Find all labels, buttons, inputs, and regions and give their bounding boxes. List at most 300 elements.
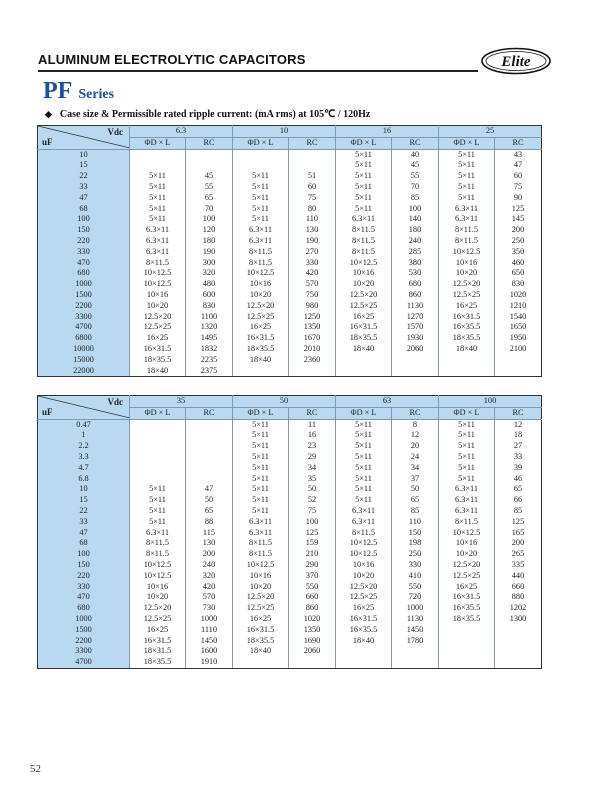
ripple-current-cell: 120 (186, 225, 233, 236)
case-size-cell: 5×11 (439, 419, 495, 430)
size-header: ΦD × L (233, 137, 289, 149)
capacitance-cell: 0.47 (38, 419, 130, 430)
case-size-cell: 5×11 (439, 160, 495, 171)
ripple-current-cell (186, 463, 233, 474)
ripple-current-cell: 320 (186, 268, 233, 279)
diamond-bullet-icon: ◆ (45, 109, 52, 119)
series-code: PF (43, 78, 73, 104)
ripple-current-cell (495, 355, 542, 366)
ripple-current-cell (392, 355, 439, 366)
rc-header: RC (392, 137, 439, 149)
uf-label: uF (42, 406, 53, 417)
ripple-current-cell: 420 (289, 268, 336, 279)
ripple-current-cell: 200 (495, 225, 542, 236)
ripple-current-cell (186, 452, 233, 463)
case-size-cell: 16×31.5 (336, 322, 392, 333)
ripple-current-cell: 830 (186, 301, 233, 312)
capacitance-cell: 22000 (38, 366, 130, 377)
case-size-cell: 5×11 (336, 495, 392, 506)
table-row (38, 268, 542, 279)
case-size-cell (130, 419, 186, 430)
case-size-cell: 10×20 (439, 549, 495, 560)
header-corner (38, 396, 130, 420)
voltage-header-row (38, 126, 542, 138)
capacitance-cell: 15000 (38, 355, 130, 366)
note-text: Case size & Permissible rated ripple current: (mA rms) at 105℃ / 120Hz (59, 109, 371, 120)
case-size-cell: 6.3×11 (130, 225, 186, 236)
ripple-current-cell: 43 (495, 149, 542, 160)
table-row (38, 636, 542, 647)
case-size-cell: 10×20 (439, 268, 495, 279)
ripple-current-cell: 65 (495, 484, 542, 495)
ripple-current-cell: 130 (289, 225, 336, 236)
case-size-cell: 12.5×25 (233, 603, 289, 614)
ripple-current-cell: 85 (392, 506, 439, 517)
ripple-current-cell: 240 (392, 236, 439, 247)
voltage-header: 35 (130, 396, 233, 408)
case-size-cell: 16×25 (336, 312, 392, 323)
case-size-cell: 5×11 (336, 149, 392, 160)
table-row (38, 657, 542, 668)
table-row (38, 236, 542, 247)
ripple-current-cell: 480 (186, 279, 233, 290)
ripple-current-cell: 1600 (186, 646, 233, 657)
ripple-current-cell: 55 (186, 182, 233, 193)
ripple-current-cell: 75 (289, 193, 336, 204)
case-size-cell: 5×11 (336, 419, 392, 430)
ripple-current-cell: 100 (289, 517, 336, 528)
capacitance-cell: 10 (38, 484, 130, 495)
table-row (38, 506, 542, 517)
ripple-current-cell: 1300 (495, 614, 542, 625)
case-size-cell (130, 474, 186, 485)
case-size-cell: 10×16 (439, 258, 495, 269)
ripple-current-cell: 1832 (186, 344, 233, 355)
case-size-cell: 8×11.5 (233, 538, 289, 549)
ripple-current-cell (495, 646, 542, 657)
case-size-cell: 12.5×20 (336, 582, 392, 593)
ripple-current-cell: 18 (495, 430, 542, 441)
voltage-header: 25 (439, 126, 542, 138)
ripple-current-cell: 350 (495, 247, 542, 258)
case-size-cell (336, 646, 392, 657)
case-size-cell (439, 366, 495, 377)
table-row (38, 560, 542, 571)
size-header: ΦD × L (336, 407, 392, 419)
ripple-current-cell: 1110 (186, 625, 233, 636)
capacitance-cell: 68 (38, 538, 130, 549)
case-size-cell (233, 657, 289, 668)
ripple-current-cell: 85 (495, 506, 542, 517)
capacitance-cell: 22 (38, 171, 130, 182)
case-size-cell (336, 355, 392, 366)
table-row (38, 614, 542, 625)
case-size-cell: 6.3×11 (233, 517, 289, 528)
case-size-cell: 18×35.5 (233, 636, 289, 647)
capacitance-cell: 150 (38, 225, 130, 236)
case-size-cell: 18×35.5 (439, 333, 495, 344)
ripple-current-cell: 51 (289, 171, 336, 182)
case-size-cell: 8×11.5 (233, 549, 289, 560)
ripple-current-cell: 1450 (392, 625, 439, 636)
document-title: ALUMINUM ELECTROLYTIC CAPACITORS (38, 52, 306, 67)
ripple-current-cell: 730 (186, 603, 233, 614)
capacitance-cell: 2.2 (38, 441, 130, 452)
ripple-current-cell: 1570 (392, 322, 439, 333)
case-size-cell: 5×11 (439, 441, 495, 452)
case-size-cell: 10×20 (130, 592, 186, 603)
ripple-current-cell: 34 (392, 463, 439, 474)
capacitance-cell: 470 (38, 592, 130, 603)
case-size-cell: 10×12.5 (233, 560, 289, 571)
capacitance-cell: 100 (38, 549, 130, 560)
ripple-current-cell: 650 (495, 268, 542, 279)
case-size-cell: 10×12.5 (336, 549, 392, 560)
case-size-cell (439, 646, 495, 657)
case-size-cell: 10×16 (130, 290, 186, 301)
case-size-cell: 10×12.5 (439, 247, 495, 258)
table-row (38, 258, 542, 269)
ripple-current-cell: 45 (186, 171, 233, 182)
case-size-cell: 16×35.5 (336, 625, 392, 636)
ripple-current-cell: 1202 (495, 603, 542, 614)
ripple-current-cell: 50 (186, 495, 233, 506)
ripple-current-cell (495, 366, 542, 377)
case-size-cell: 5×11 (336, 204, 392, 215)
ripple-current-cell: 100 (392, 204, 439, 215)
case-size-cell: 5×11 (233, 474, 289, 485)
ripple-current-cell: 39 (495, 463, 542, 474)
capacitance-cell: 10000 (38, 344, 130, 355)
case-size-cell: 5×11 (130, 506, 186, 517)
rc-header: RC (186, 407, 233, 419)
case-size-cell: 16×31.5 (233, 625, 289, 636)
ripple-current-cell: 33 (495, 452, 542, 463)
ripple-current-cell: 50 (289, 484, 336, 495)
table-row (38, 592, 542, 603)
table-row (38, 517, 542, 528)
ripple-current-cell: 285 (392, 247, 439, 258)
voltage-header: 100 (439, 396, 542, 408)
ripple-current-cell: 80 (289, 204, 336, 215)
case-size-cell: 10×16 (336, 268, 392, 279)
table-row (38, 646, 542, 657)
rc-header: RC (289, 407, 336, 419)
size-header: ΦD × L (439, 407, 495, 419)
table-row (38, 204, 542, 215)
ripple-current-cell: 8 (392, 419, 439, 430)
size-header: ΦD × L (130, 407, 186, 419)
ripple-current-cell: 1130 (392, 614, 439, 625)
case-size-cell: 10×12.5 (439, 528, 495, 539)
ripple-current-cell: 265 (495, 549, 542, 560)
ripple-current-cell: 52 (289, 495, 336, 506)
logo-text: Elite (501, 54, 531, 70)
ripple-current-cell: 1210 (495, 301, 542, 312)
capacitance-cell: 150 (38, 560, 130, 571)
table-row (38, 247, 542, 258)
case-size-cell: 10×12.5 (130, 279, 186, 290)
case-size-cell: 5×11 (336, 463, 392, 474)
ripple-current-cell: 860 (392, 290, 439, 301)
rc-header: RC (186, 137, 233, 149)
ripple-current-cell: 16 (289, 430, 336, 441)
ripple-current-cell: 1950 (495, 333, 542, 344)
ripple-current-cell: 150 (392, 528, 439, 539)
size-header: ΦD × L (439, 137, 495, 149)
capacitance-cell: 6800 (38, 333, 130, 344)
capacitance-cell: 15 (38, 495, 130, 506)
ripple-current-cell: 680 (392, 279, 439, 290)
case-size-cell (439, 625, 495, 636)
case-size-cell: 5×11 (130, 193, 186, 204)
capacitance-cell: 2200 (38, 636, 130, 647)
case-size-cell: 10×12.5 (130, 560, 186, 571)
capacitance-cell: 68 (38, 204, 130, 215)
elite-logo (480, 46, 552, 76)
table-row (38, 333, 542, 344)
ripple-current-cell: 300 (186, 258, 233, 269)
case-size-cell: 5×11 (130, 171, 186, 182)
ripple-current-cell: 330 (392, 560, 439, 571)
case-size-cell (336, 657, 392, 668)
table-row (38, 301, 542, 312)
ripple-current-cell: 1020 (289, 614, 336, 625)
ripple-current-cell: 46 (495, 474, 542, 485)
ripple-current-cell (289, 149, 336, 160)
ripple-current-cell (392, 657, 439, 668)
ripple-current-cell: 1540 (495, 312, 542, 323)
ripple-current-cell: 12 (392, 430, 439, 441)
case-size-cell: 5×11 (439, 474, 495, 485)
case-size-cell: 8×11.5 (336, 528, 392, 539)
ripple-current-cell: 165 (495, 528, 542, 539)
case-size-cell: 10×16 (130, 582, 186, 593)
ripple-current-cell: 180 (392, 225, 439, 236)
ripple-current-cell: 290 (289, 560, 336, 571)
table-row (38, 603, 542, 614)
case-size-cell: 5×11 (233, 182, 289, 193)
table-row (38, 538, 542, 549)
case-size-cell: 10×16 (336, 560, 392, 571)
voltage-header: 16 (336, 126, 439, 138)
case-size-cell: 5×11 (439, 463, 495, 474)
ripple-current-cell: 190 (289, 236, 336, 247)
ripple-current-cell: 420 (186, 582, 233, 593)
rc-header: RC (289, 137, 336, 149)
vdc-label: Vdc (107, 397, 123, 407)
case-size-cell: 16×31.5 (130, 344, 186, 355)
case-size-cell: 6.3×11 (130, 247, 186, 258)
series-word: Series (78, 87, 115, 102)
case-size-cell: 5×11 (439, 193, 495, 204)
case-size-cell: 6.3×11 (130, 236, 186, 247)
ripple-current-cell: 330 (289, 258, 336, 269)
case-size-cell: 5×11 (336, 160, 392, 171)
capacitance-cell: 470 (38, 258, 130, 269)
ripple-current-cell: 23 (289, 441, 336, 452)
ripple-current-cell (289, 160, 336, 171)
ripple-current-cell: 140 (392, 214, 439, 225)
case-size-cell: 8×11.5 (336, 236, 392, 247)
case-size-cell: 5×11 (233, 463, 289, 474)
case-size-cell: 6.3×11 (233, 225, 289, 236)
table-row (38, 474, 542, 485)
ripple-current-cell: 20 (392, 441, 439, 452)
ripple-current-cell: 65 (392, 495, 439, 506)
voltage-header: 63 (336, 396, 439, 408)
capacitance-cell: 4700 (38, 657, 130, 668)
ripple-current-cell: 11 (289, 419, 336, 430)
size-header: ΦD × L (233, 407, 289, 419)
table-row (38, 344, 542, 355)
case-size-cell: 10×20 (130, 301, 186, 312)
table-row (38, 419, 542, 430)
table-row (38, 312, 542, 323)
case-size-cell: 10×16 (233, 571, 289, 582)
case-size-cell: 6.3×11 (439, 204, 495, 215)
case-size-cell: 6.3×11 (336, 506, 392, 517)
capacitance-cell: 33 (38, 517, 130, 528)
case-size-cell: 10×20 (336, 279, 392, 290)
ripple-current-cell: 75 (289, 506, 336, 517)
capacitance-cell: 1500 (38, 290, 130, 301)
capacitance-cell: 1 (38, 430, 130, 441)
case-size-cell: 5×11 (233, 495, 289, 506)
ripple-current-cell: 200 (495, 538, 542, 549)
ripple-current-cell: 65 (186, 506, 233, 517)
case-size-cell: 18×40 (130, 366, 186, 377)
ripple-current-cell: 1495 (186, 333, 233, 344)
case-size-cell (233, 160, 289, 171)
ripple-current-cell: 2375 (186, 366, 233, 377)
capacitance-cell: 220 (38, 571, 130, 582)
ripple-current-cell: 1130 (392, 301, 439, 312)
ripple-current-cell (186, 419, 233, 430)
capacitance-cell: 680 (38, 603, 130, 614)
ripple-current-cell: 250 (392, 549, 439, 560)
case-size-cell: 5×11 (336, 171, 392, 182)
ripple-current-cell: 50 (392, 484, 439, 495)
ripple-current-cell: 860 (289, 603, 336, 614)
ripple-current-cell: 200 (186, 549, 233, 560)
case-size-cell: 5×11 (233, 484, 289, 495)
ripple-current-cell (186, 149, 233, 160)
ripple-current-cell: 125 (289, 528, 336, 539)
ripple-current-cell: 1100 (186, 312, 233, 323)
case-size-cell: 18×40 (233, 355, 289, 366)
case-size-cell: 12.5×25 (130, 614, 186, 625)
case-size-cell: 16×25 (439, 582, 495, 593)
case-size-cell: 5×11 (130, 182, 186, 193)
ripple-current-cell: 1320 (186, 322, 233, 333)
ripple-current-cell (495, 657, 542, 668)
capacitance-cell: 33 (38, 182, 130, 193)
table-row (38, 193, 542, 204)
case-size-cell: 5×11 (130, 495, 186, 506)
ripple-current-cell: 1350 (289, 322, 336, 333)
table-row (38, 452, 542, 463)
case-size-cell: 18×40 (336, 344, 392, 355)
case-size-cell: 16×35.5 (439, 322, 495, 333)
table-row (38, 171, 542, 182)
ripple-current-cell: 880 (495, 592, 542, 603)
case-size-cell: 5×11 (233, 506, 289, 517)
case-size-cell: 5×11 (233, 452, 289, 463)
ripple-current-cell: 250 (495, 236, 542, 247)
case-size-cell (130, 463, 186, 474)
case-size-cell: 5×11 (233, 193, 289, 204)
ripple-current-cell: 60 (289, 182, 336, 193)
ripple-current-cell: 720 (392, 592, 439, 603)
capacitance-cell: 1000 (38, 614, 130, 625)
ripple-current-cell: 1270 (392, 312, 439, 323)
ripple-current-cell: 130 (186, 538, 233, 549)
case-size-cell: 12.5×25 (439, 571, 495, 582)
case-size-cell: 16×25 (439, 301, 495, 312)
ripple-current-cell: 90 (495, 193, 542, 204)
case-size-cell: 5×11 (233, 171, 289, 182)
case-size-cell: 6.3×11 (439, 484, 495, 495)
ripple-current-cell: 29 (289, 452, 336, 463)
ripple-current-cell: 600 (186, 290, 233, 301)
ripple-current-cell (186, 160, 233, 171)
case-size-cell: 16×31.5 (439, 592, 495, 603)
case-size-cell: 5×11 (439, 452, 495, 463)
table-note (45, 109, 370, 120)
case-size-cell: 5×11 (439, 182, 495, 193)
capacitance-cell: 4700 (38, 322, 130, 333)
table-row (38, 366, 542, 377)
case-size-cell: 18×40 (439, 344, 495, 355)
case-size-cell: 16×31.5 (130, 636, 186, 647)
size-header: ΦD × L (130, 137, 186, 149)
case-size-cell: 10×16 (233, 279, 289, 290)
ripple-current-cell (186, 430, 233, 441)
case-size-cell: 18×35.5 (439, 614, 495, 625)
ripple-current-cell: 35 (289, 474, 336, 485)
ripple-current-cell: 110 (392, 517, 439, 528)
case-size-cell: 10×12.5 (130, 571, 186, 582)
rc-header: RC (495, 137, 542, 149)
ripple-current-cell: 980 (289, 301, 336, 312)
ripple-current-cell: 1020 (495, 290, 542, 301)
uf-label: uF (42, 136, 53, 147)
capacitance-cell: 330 (38, 582, 130, 593)
table-row (38, 625, 542, 636)
case-size-cell: 5×11 (336, 484, 392, 495)
ripple-current-cell: 45 (392, 160, 439, 171)
case-size-cell: 18×35.5 (336, 333, 392, 344)
ripple-current-cell: 1780 (392, 636, 439, 647)
case-size-cell: 8×11.5 (233, 258, 289, 269)
ripple-current-cell: 570 (289, 279, 336, 290)
case-size-cell: 10×12.5 (336, 538, 392, 549)
capacitance-cell: 3.3 (38, 452, 130, 463)
case-size-cell: 8×11.5 (336, 225, 392, 236)
case-size-cell: 10×20 (233, 582, 289, 593)
capacitance-cell: 4.7 (38, 463, 130, 474)
table-row (38, 463, 542, 474)
ripple-current-cell: 115 (186, 528, 233, 539)
ripple-current-cell: 1930 (392, 333, 439, 344)
ripple-current-cell: 60 (495, 171, 542, 182)
ripple-current-cell: 85 (392, 193, 439, 204)
capacitance-cell: 220 (38, 236, 130, 247)
page-number: 52 (30, 763, 41, 775)
table-row (38, 441, 542, 452)
ripple-current-cell: 88 (186, 517, 233, 528)
